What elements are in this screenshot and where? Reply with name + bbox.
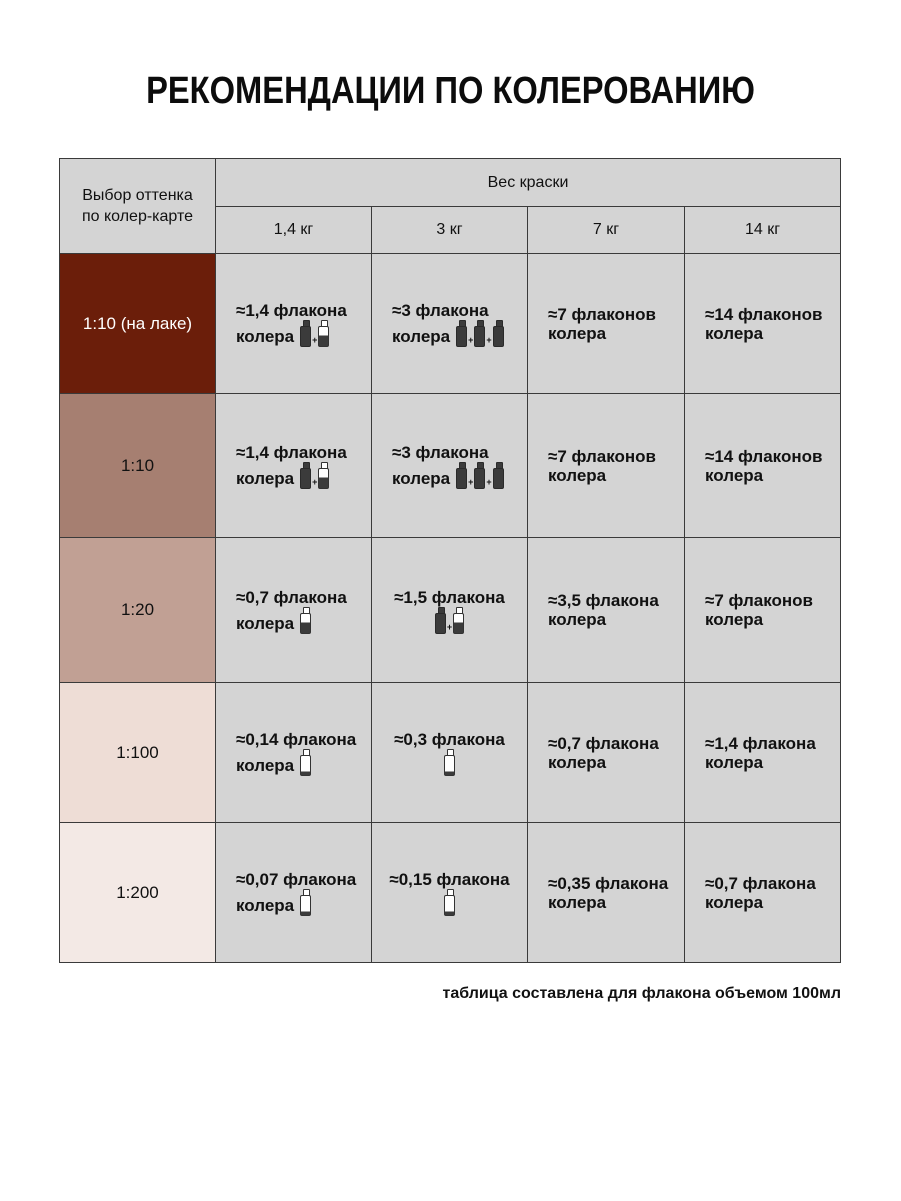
full-bottle-icon bbox=[456, 320, 467, 346]
dosage-amount: ≈1,4 флакона bbox=[236, 443, 347, 462]
dosage-unit: колера bbox=[392, 469, 451, 488]
dosage-amount: ≈14 флаконов bbox=[705, 446, 823, 466]
shade-cell: 1:20 bbox=[60, 538, 216, 683]
bottle-icons bbox=[300, 889, 311, 915]
shade-cell: 1:10 bbox=[60, 394, 216, 538]
weight-header-3: 7 кг bbox=[528, 207, 685, 254]
paint-weight-header: Вес краски bbox=[216, 159, 841, 207]
dosage-unit: колера bbox=[705, 610, 764, 629]
shade-cell: 1:200 bbox=[60, 823, 216, 963]
dosage-cell bbox=[528, 683, 685, 823]
dosage-cell bbox=[528, 254, 685, 394]
plus-icon: + bbox=[446, 621, 453, 632]
dosage-amount: ≈0,7 флакона bbox=[705, 873, 816, 893]
plus-icon: + bbox=[468, 335, 474, 345]
dosage-amount: ≈1,5 флакона bbox=[394, 587, 505, 607]
half-bottle-icon bbox=[453, 607, 464, 633]
small-dose-bottle-icon bbox=[444, 749, 455, 775]
dosage-cell bbox=[216, 254, 372, 394]
bottle-icons bbox=[300, 749, 311, 775]
dosage-amount: ≈3 флакона bbox=[392, 301, 489, 320]
bottle-icons bbox=[456, 320, 504, 346]
dosage-cell bbox=[685, 394, 841, 538]
dosage-cell bbox=[216, 683, 372, 823]
full-bottle-icon bbox=[435, 607, 446, 633]
shade-cell: 1:10 (на лаке) bbox=[60, 254, 216, 394]
dosage-unit: колера bbox=[548, 752, 607, 772]
dosage-unit: колера bbox=[705, 892, 764, 912]
dosage-amount: ≈0,7 флакона bbox=[236, 587, 347, 607]
full-bottle-icon bbox=[456, 462, 467, 488]
small-dose-bottle-icon bbox=[300, 749, 311, 775]
table-row bbox=[60, 254, 841, 394]
dosage-unit: колера bbox=[548, 892, 607, 912]
dosage-amount: ≈0,3 флакона bbox=[394, 730, 505, 749]
plus-icon: + bbox=[486, 477, 492, 487]
dosage-unit: колера bbox=[548, 465, 607, 485]
dosage-amount: ≈3,5 флакона bbox=[548, 591, 659, 610]
plus-icon: + bbox=[312, 477, 318, 487]
footnote: таблица составлена для флакона объемом 100мл bbox=[442, 985, 841, 1002]
dosage-amount: ≈0,07 флакона bbox=[236, 870, 357, 889]
dosage-unit: колера bbox=[392, 327, 451, 346]
dosage-amount: ≈7 флаконов bbox=[548, 304, 656, 324]
full-bottle-icon bbox=[300, 320, 311, 346]
dosage-unit: колера bbox=[548, 323, 607, 343]
dosage-amount: ≈7 флаконов bbox=[705, 591, 813, 610]
table-row bbox=[60, 823, 841, 963]
plus-icon: + bbox=[312, 335, 318, 345]
dosage-unit: колера bbox=[548, 610, 607, 629]
full-bottle-icon bbox=[493, 462, 504, 488]
dosage-unit: колера bbox=[705, 465, 764, 485]
shade-choice-header-line2: по колер-карте bbox=[81, 208, 194, 225]
full-bottle-icon bbox=[474, 462, 485, 488]
bottle-icons bbox=[300, 607, 311, 633]
dosage-cell bbox=[685, 683, 841, 823]
table-row bbox=[60, 683, 841, 823]
dosage-unit: колера bbox=[236, 756, 295, 775]
dosage-cell bbox=[685, 538, 841, 683]
shade-choice-header bbox=[60, 159, 216, 254]
dosage-amount: ≈0,35 флакона bbox=[548, 873, 669, 893]
weight-header-4: 14 кг bbox=[685, 207, 841, 254]
shade-choice-header-line1: Выбор оттенка bbox=[82, 187, 193, 204]
small-dose-bottle-icon bbox=[444, 889, 455, 915]
dosage-unit: колера bbox=[236, 327, 295, 346]
dosage-cell bbox=[528, 538, 685, 683]
bottle-icons bbox=[300, 320, 329, 346]
bottle-icons bbox=[435, 607, 464, 633]
full-bottle-icon bbox=[493, 320, 504, 346]
dosage-cell bbox=[216, 538, 372, 683]
full-bottle-icon bbox=[474, 320, 485, 346]
shade-cell: 1:100 bbox=[60, 683, 216, 823]
tinting-table bbox=[59, 158, 841, 963]
dosage-cell bbox=[685, 823, 841, 963]
dosage-cell bbox=[685, 254, 841, 394]
dosage-amount: ≈1,4 флакона bbox=[705, 733, 816, 753]
dosage-unit: колера bbox=[705, 323, 764, 343]
dosage-amount: ≈0,15 флакона bbox=[389, 870, 510, 889]
dosage-amount: ≈14 флаконов bbox=[705, 304, 823, 324]
bottle-icons bbox=[456, 462, 504, 488]
dosage-unit: колера bbox=[705, 752, 764, 772]
dosage-cell bbox=[372, 254, 528, 394]
dosage-unit: колера bbox=[236, 896, 295, 915]
plus-icon: + bbox=[486, 335, 492, 345]
dosage-cell bbox=[528, 823, 685, 963]
bottle-icons bbox=[444, 749, 455, 775]
table-row bbox=[60, 394, 841, 538]
dosage-unit: колера bbox=[236, 613, 295, 633]
dosage-unit: колера bbox=[236, 469, 295, 488]
bottle-icons bbox=[300, 462, 329, 488]
dosage-amount: ≈1,4 флакона bbox=[236, 301, 347, 320]
dosage-cell bbox=[216, 823, 372, 963]
table-row bbox=[60, 538, 841, 683]
half-bottle-icon bbox=[300, 607, 311, 633]
dosage-cell bbox=[372, 823, 528, 963]
dosage-cell bbox=[528, 394, 685, 538]
half-bottle-icon bbox=[318, 462, 329, 488]
dosage-amount: ≈0,7 флакона bbox=[548, 733, 659, 753]
dosage-cell bbox=[216, 394, 372, 538]
dosage-cell bbox=[372, 538, 528, 683]
plus-icon: + bbox=[468, 477, 474, 487]
dosage-amount: ≈7 флаконов bbox=[548, 446, 656, 466]
weight-header-1: 1,4 кг bbox=[216, 207, 372, 254]
dosage-amount: ≈0,14 флакона bbox=[236, 730, 357, 749]
dosage-amount: ≈3 флакона bbox=[392, 443, 489, 462]
small-dose-bottle-icon bbox=[300, 889, 311, 915]
dosage-cell bbox=[372, 683, 528, 823]
bottle-icons bbox=[444, 889, 455, 915]
page-title: РЕКОМЕНДАЦИИ ПО КОЛЕРОВАНИЮ bbox=[146, 70, 755, 112]
full-bottle-icon bbox=[300, 462, 311, 488]
half-bottle-icon bbox=[318, 320, 329, 346]
dosage-cell bbox=[372, 394, 528, 538]
weight-header-2: 3 кг bbox=[372, 207, 528, 254]
